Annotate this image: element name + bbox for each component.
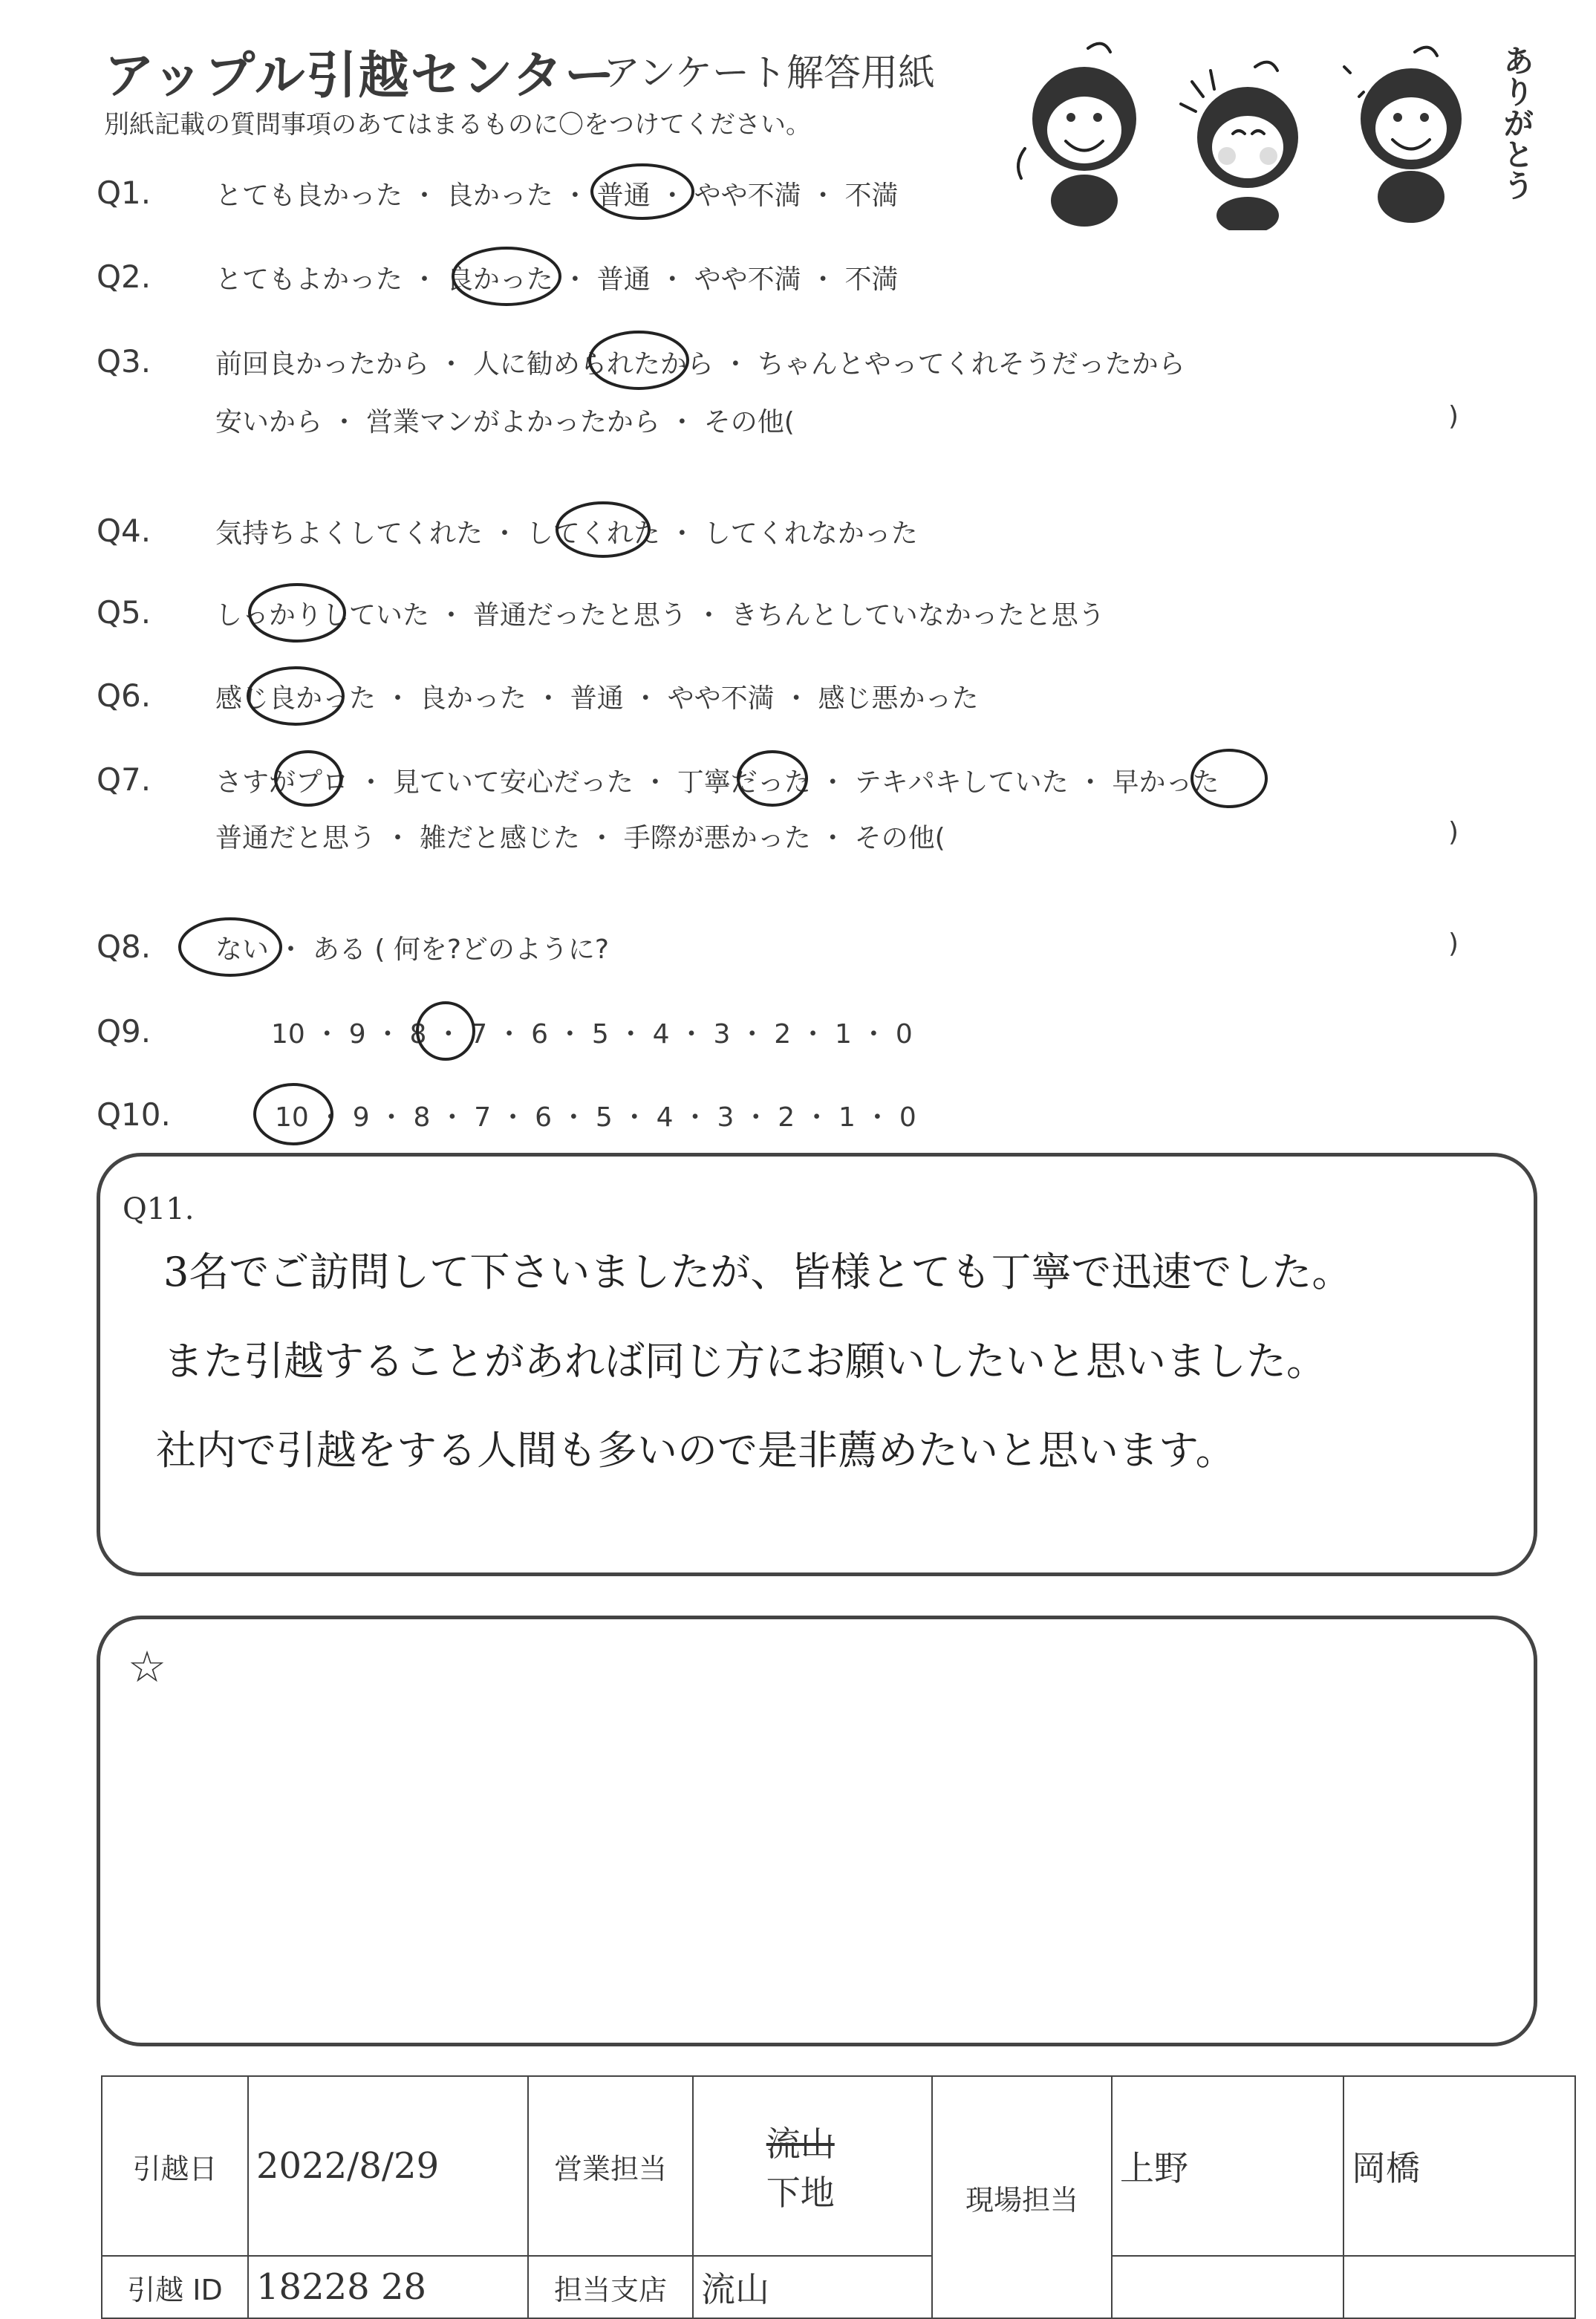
q1-circle xyxy=(592,165,693,218)
sales-name-value: 下地 xyxy=(766,2173,835,2213)
q3-label: Q3. xyxy=(97,343,152,380)
move-id-value: 18228 28 xyxy=(248,2256,528,2318)
move-id-label: 引越 ID xyxy=(102,2256,248,2318)
q7-options-line2: 普通だと思う ・ 雑だと感じた ・ 手際が悪かった ・ その他( xyxy=(215,823,945,853)
q11-comment-line3: 社内で引越をする人間も多いので是非薦めたいと思います。 xyxy=(156,1427,1236,1474)
info-table xyxy=(101,2075,1576,2319)
form-subtitle: アンケート解答用紙 xyxy=(603,51,935,94)
q7-options: さすがプロ ・ 見ていて安心だった ・ 丁寧だった ・ テキパキしていた ・ 早かった xyxy=(215,767,1219,798)
site-label: 現場担当 xyxy=(932,2076,1112,2318)
instruction-text: 別紙記載の質問事項のあてはまるものに〇をつけてください。 xyxy=(104,110,811,140)
branch-value: 流山 xyxy=(693,2256,932,2318)
q11-label: Q11. xyxy=(123,1192,195,1226)
q2-circle xyxy=(453,248,560,305)
q5-circle xyxy=(250,585,345,641)
form-title: アップル引越センター xyxy=(104,47,616,105)
q8-options: ない ・ ある ( 何を?どのように? xyxy=(215,934,610,965)
q10-circle xyxy=(255,1084,332,1144)
q5-label: Q5. xyxy=(97,594,152,631)
site-empty-cell-1 xyxy=(1112,2256,1343,2318)
q4-circle xyxy=(557,503,649,556)
move-date-value: 2022/8/29 xyxy=(248,2076,528,2256)
star-icon: ☆ xyxy=(128,1642,166,1692)
q11-comment-line1: 3名でご訪問して下さいましたが、皆様とても丁寧で迅速でした。 xyxy=(163,1249,1352,1295)
star-comment-box xyxy=(97,1616,1537,2046)
site-staff2-value: 岡橋 xyxy=(1343,2076,1575,2256)
q6-circle xyxy=(248,668,343,724)
q11-comment-line2: また引越することがあれば同じ方にお願いしたいと思いました。 xyxy=(163,1338,1326,1385)
q8-label: Q8. xyxy=(97,928,152,965)
q7-circle-b xyxy=(738,752,807,805)
q5-options: しっかりしていた ・ 普通だったと思う ・ きちんとしていなかったと思う xyxy=(215,600,1105,631)
sales-label: 営業担当 xyxy=(528,2076,693,2256)
thanks-text: ありがとう xyxy=(1499,45,1535,201)
q8-circle xyxy=(180,919,281,975)
q10-scale: 10 ・ 9 ・ 8 ・ 7 ・ 6 ・ 5 ・ 4 ・ 3 ・ 2 ・ 1 ・ 0 xyxy=(275,1102,916,1133)
q8-close-paren: ) xyxy=(1448,928,1459,959)
q2-label: Q2. xyxy=(97,258,152,295)
q3-options-line2: 安いから ・ 営業マンがよかったから ・ その他( xyxy=(215,407,795,438)
q4-options: 気持ちよくしてくれた ・ してくれた ・ してくれなかった xyxy=(215,518,918,549)
q4-label: Q4. xyxy=(97,513,152,549)
q7-close-paren: ) xyxy=(1448,817,1459,848)
sales-struck-value: 流山 xyxy=(766,2124,835,2164)
q1-options: とても良かった ・ 良かった ・ 普通 ・ やや不満 ・ 不満 xyxy=(215,180,899,211)
q3-close-paren: ) xyxy=(1448,401,1459,432)
q9-scale: 10 ・ 9 ・ 8 ・ 7 ・ 6 ・ 5 ・ 4 ・ 3 ・ 2 ・ 1 ・ 0 xyxy=(271,1019,913,1050)
q9-circle xyxy=(417,1003,474,1059)
q7-label: Q7. xyxy=(97,761,152,798)
q7-circle-c xyxy=(1192,750,1266,807)
branch-label: 担当支店 xyxy=(528,2256,693,2318)
q3-circle xyxy=(590,332,688,388)
q7-circle-a xyxy=(276,752,341,805)
q3-options: 前回良かったから ・ 人に勧められたから ・ ちゃんとやってくれそうだったから xyxy=(215,349,1185,380)
q1-label: Q1. xyxy=(97,175,152,211)
move-date-label: 引越日 xyxy=(102,2076,248,2256)
q10-label: Q10. xyxy=(97,1096,171,1133)
q6-label: Q6. xyxy=(97,677,152,714)
site-empty-cell-2 xyxy=(1343,2256,1575,2318)
q6-options: 感じ良かった ・ 良かった ・ 普通 ・ やや不満 ・ 感じ悪かった xyxy=(215,683,979,714)
q9-label: Q9. xyxy=(97,1013,152,1050)
sales-value xyxy=(693,2076,932,2256)
site-staff1-value: 上野 xyxy=(1112,2076,1343,2256)
q2-options: とてもよかった ・ 良かった ・ 普通 ・ やや不満 ・ 不満 xyxy=(215,264,899,295)
